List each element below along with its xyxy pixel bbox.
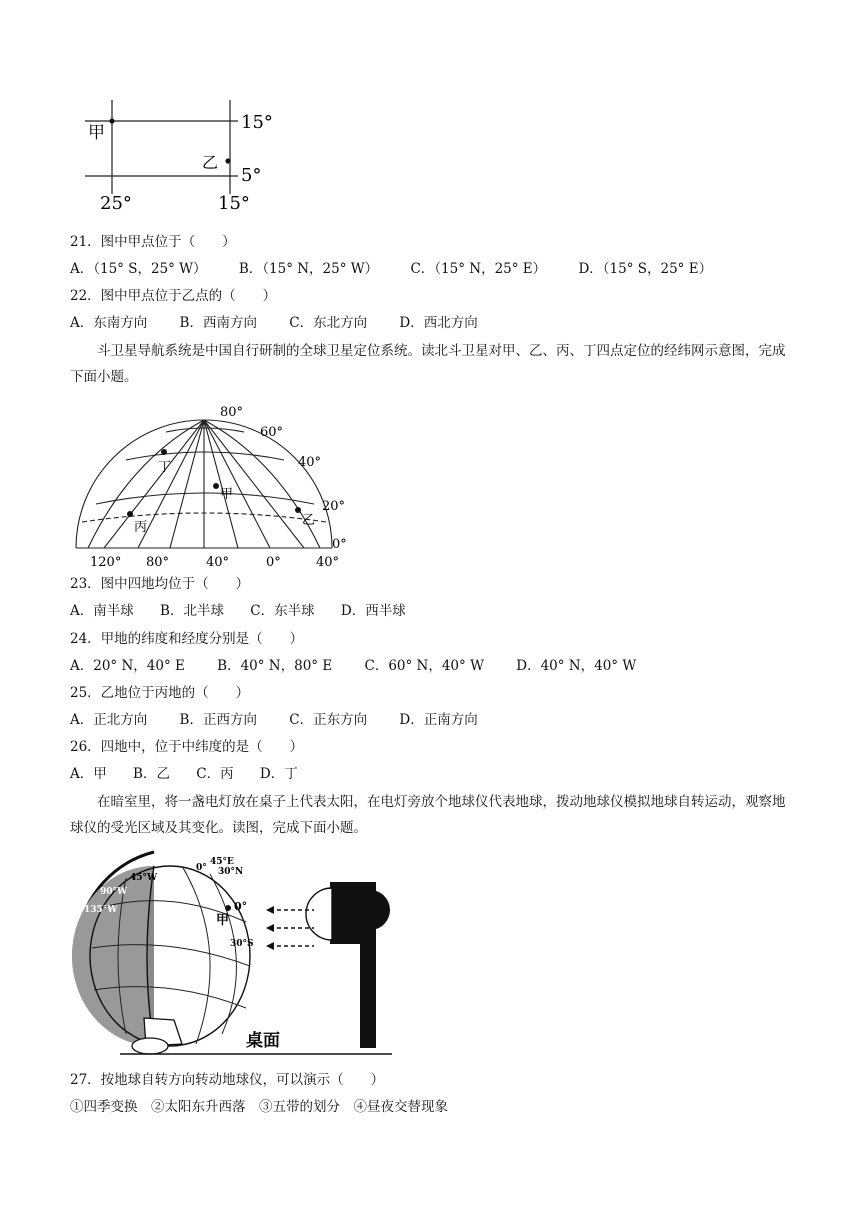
point-jia: 甲: [216, 913, 230, 928]
lat-label-60: 60°: [260, 425, 284, 440]
lon-label-0: 0°: [266, 555, 281, 570]
option-d[interactable]: D．40° N，40° W: [516, 658, 637, 674]
option-c[interactable]: C．东北方向: [289, 315, 368, 331]
label-45e: 45°E: [210, 857, 234, 867]
question-22-options: [70, 313, 506, 333]
option-c[interactable]: C．丙: [196, 766, 234, 782]
question-21-stem: 21．图中甲点位于（ ）: [70, 234, 236, 250]
option-a[interactable]: A．东南方向: [70, 315, 148, 331]
lat-label-20: 20°: [322, 499, 346, 514]
option-a[interactable]: A．正北方向: [70, 712, 148, 728]
question-27-stem: 27．按地球自转方向转动地球仪，可以演示（ ）: [70, 1072, 385, 1088]
question-27-items: ①四季变换 ②太阳东升西落 ③五带的划分 ④昼夜交替现象: [70, 1099, 448, 1115]
lon-label-right: 15°: [218, 193, 250, 214]
lat-label-80: 80°: [220, 405, 244, 420]
lon-label-80: 80°: [146, 555, 170, 570]
option-a[interactable]: A．南半球: [70, 603, 134, 619]
question-23-stem: 23．图中四地均位于（ ）: [70, 576, 250, 592]
option-b[interactable]: B．乙: [133, 766, 170, 782]
option-d[interactable]: D．正南方向: [399, 712, 478, 728]
point-ding: 丁: [158, 460, 172, 475]
label-0-top: 0°: [196, 863, 207, 873]
lon-label-40e: 40°: [316, 555, 340, 570]
label-30n: 30°N: [218, 867, 244, 877]
lon-label-40w: 40°: [206, 555, 230, 570]
lat-label-bottom: 5°: [241, 165, 262, 186]
grid-figure-1: [80, 100, 280, 215]
option-b[interactable]: B．40° N，80° E: [217, 658, 333, 674]
label-30s: 30°S: [230, 939, 254, 949]
lon-label-120: 120°: [90, 555, 122, 570]
graticule-figure-2: [70, 400, 360, 572]
lat-label-top: 15°: [241, 112, 273, 133]
option-d[interactable]: D．丁: [259, 766, 298, 782]
question-26-stem: 26．四地中，位于中纬度的是（ ）: [70, 739, 304, 755]
question-25-stem: 25．乙地位于丙地的（ ）: [70, 685, 250, 701]
point-bing: 丙: [134, 520, 148, 535]
label-jia: 甲: [88, 123, 105, 143]
question-21-options: [70, 259, 740, 279]
point-yi: 乙: [302, 513, 316, 528]
option-d[interactable]: D．西北方向: [399, 315, 478, 331]
option-a[interactable]: A．（15° S，25° W）: [70, 261, 207, 277]
question-24-stem: 24．甲地的纬度和经度分别是（ ）: [70, 631, 304, 647]
question-22-stem: 22．图中甲点位于乙点的（ ）: [70, 288, 277, 304]
option-b[interactable]: B．北半球: [160, 603, 224, 619]
table-label: 桌面: [246, 1031, 280, 1051]
option-b[interactable]: B．正西方向: [179, 712, 257, 728]
option-b[interactable]: B．西南方向: [179, 315, 257, 331]
question-25-options: [70, 710, 506, 730]
lat-label-40: 40°: [298, 455, 322, 470]
option-b[interactable]: B．（15° N，25° W）: [238, 261, 379, 277]
intro-paragraph-1: 斗卫星导航系统是中国自行研制的全球卫星定位系统。读北斗卫星对甲、乙、丙、丁四点定位的经纬网示意图，完成下面小题。: [70, 343, 786, 385]
label-45w: 45°W: [130, 873, 158, 883]
lon-label-left: 25°: [100, 193, 132, 214]
option-a[interactable]: A．20° N，40° E: [70, 658, 185, 674]
option-a[interactable]: A．甲: [70, 766, 107, 782]
option-d[interactable]: D．（15° S，25° E）: [578, 261, 713, 277]
option-c[interactable]: C．（15° N，25° E）: [410, 261, 547, 277]
label-yi: 乙: [202, 153, 219, 172]
label-135w: 135°W: [84, 905, 118, 915]
intro-paragraph-2: 在暗室里，将一盏电灯放在桌子上代表太阳，在电灯旁放个地球仪代表地球，拨动地球仪模拟地球自转运动，观察地球仪的受光区域及其变化。读图，完成下面小题。: [70, 794, 786, 836]
globe-lamp-figure-3: [70, 848, 400, 1060]
lat-label-0: 0°: [332, 537, 347, 552]
option-d[interactable]: D．西半球: [340, 603, 406, 619]
label-equator: 0°: [234, 900, 248, 913]
option-c[interactable]: C．正东方向: [289, 712, 368, 728]
label-90w: 90°W: [100, 887, 128, 897]
question-24-options: [70, 656, 664, 676]
option-c[interactable]: C．60° N，40° W: [364, 658, 484, 674]
question-23-options: [70, 601, 428, 621]
option-c[interactable]: C．东半球: [250, 603, 315, 619]
question-26-options: [70, 764, 320, 784]
point-jia: 甲: [220, 487, 234, 502]
